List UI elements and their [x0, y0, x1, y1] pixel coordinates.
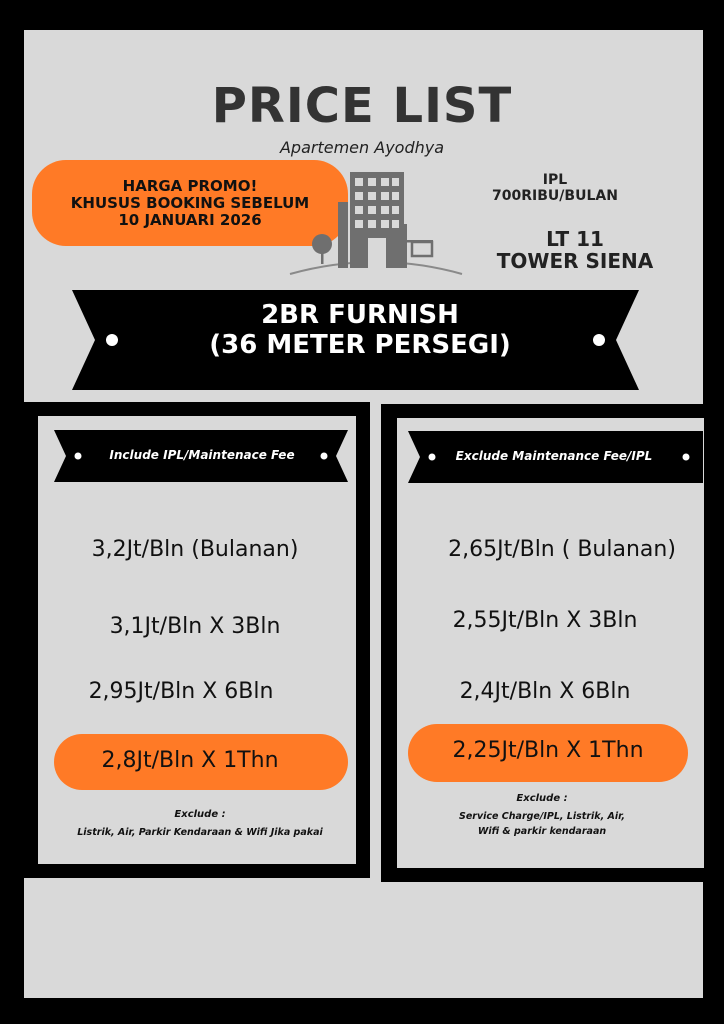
right-price-3-months: 2,55Jt/Bln X 3Bln: [452, 608, 638, 633]
ipl-info: [470, 172, 640, 204]
right-price-yearly: 2,25Jt/Bln X 1Thn: [452, 738, 644, 763]
ipl-value: 700RIBU/BULAN: [492, 188, 618, 204]
building-icon: [288, 166, 464, 278]
location-info: [470, 228, 680, 272]
ipl-label: IPL: [542, 172, 568, 188]
floor-label: LT 11: [546, 227, 604, 251]
left-price-monthly: 3,2Jt/Bln (Bulanan): [91, 537, 299, 562]
tower-label: TOWER SIENA: [496, 249, 654, 273]
unit-size: (36 METER PERSEGI): [209, 330, 511, 360]
page-subtitle: Apartemen Ayodhya: [279, 138, 445, 157]
left-price-yearly: 2,8Jt/Bln X 1Thn: [101, 748, 279, 773]
unit-type: 2BR FURNISH: [261, 300, 459, 330]
right-exclude-line-1: Service Charge/IPL, Listrik, Air,: [459, 811, 625, 822]
right-exclude-label: Exclude :: [516, 793, 568, 804]
left-price-3-months: 3,1Jt/Bln X 3Bln: [109, 614, 281, 639]
left-panel-heading: Include IPL/Maintenace Fee: [109, 448, 295, 462]
right-price-monthly: 2,65Jt/Bln ( Bulanan): [448, 537, 676, 562]
left-exclude-label: Exclude :: [174, 809, 226, 820]
right-exclude-line-2: Wifi & parkir kendaraan: [477, 826, 607, 837]
promo-line-2: KHUSUS BOOKING SEBELUM: [70, 193, 310, 212]
left-price-6-months: 2,95Jt/Bln X 6Bln: [88, 679, 274, 704]
right-panel-heading: Exclude Maintenance Fee/IPL: [455, 449, 653, 463]
left-exclude-text: Listrik, Air, Parkir Kendaraan & Wifi Jika pakai: [77, 827, 323, 838]
page-title: PRICE LIST: [211, 78, 513, 134]
promo-line-1: HARGA PROMO!: [122, 176, 258, 195]
promo-line-3: 10 JANUARI 2026: [118, 210, 262, 229]
right-price-6-months: 2,4Jt/Bln X 6Bln: [459, 679, 631, 704]
unit-banner-text: [150, 300, 570, 360]
